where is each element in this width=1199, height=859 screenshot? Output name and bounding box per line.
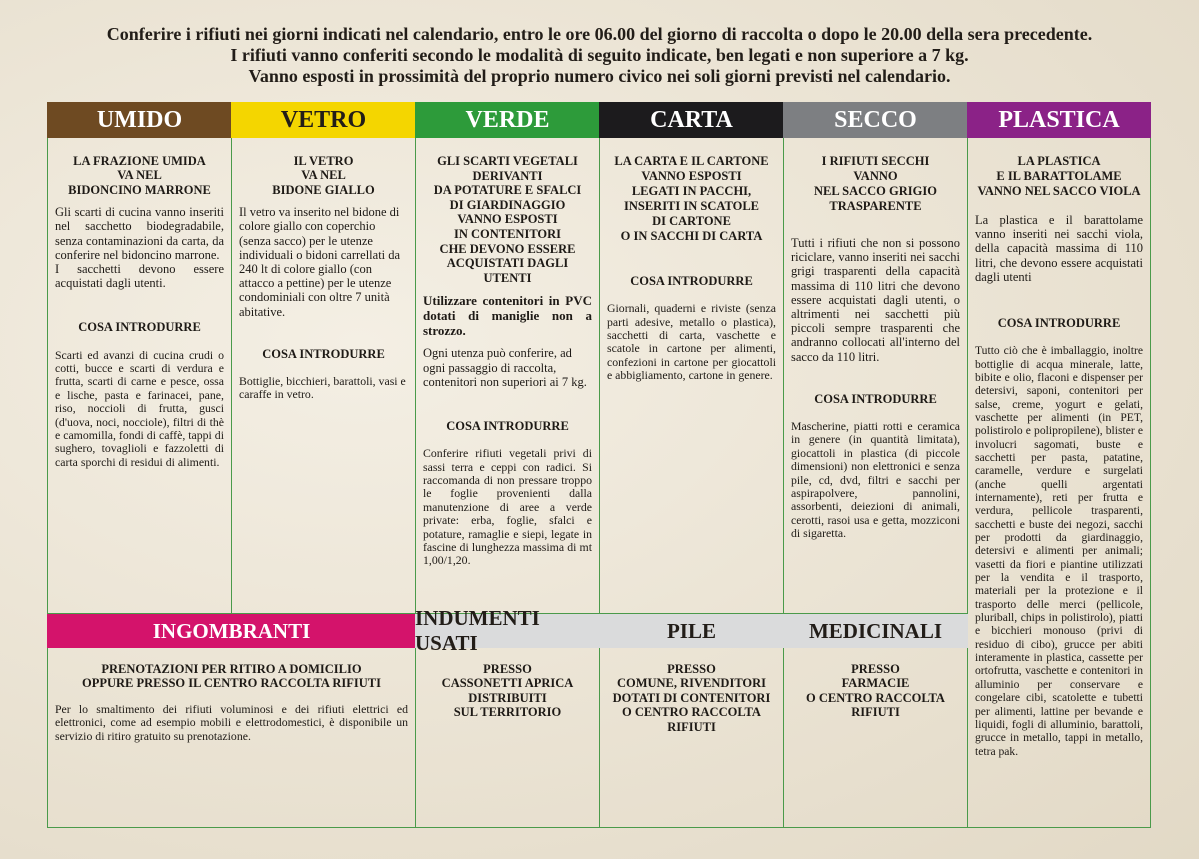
header-indumenti-usati <box>415 606 600 655</box>
text-umido: Gli scarti di cucina vanno inseriti nel sacchetto biodegradabile, senza contaminazioni da carta, da conferire nel bidoncino marrone. I sacchetti devono essere acquistati dagli utenti. <box>55 205 224 291</box>
title-plastica: PLASTICA <box>998 106 1120 133</box>
subtitle-verde: GLI SCARTI VEGETALI DERIVANTI DA POTATURE E SFALCI DI GIARDINAGGIO VANNO ESPOSTI IN CONTENITORI CHE DEVONO ESSERE ACQUISTATI DAGLI UTENTI <box>433 154 582 285</box>
body-ingombranti <box>47 648 416 743</box>
title-verde: VERDE <box>465 106 550 133</box>
items-umido: Scarti ed avanzi di cucina crudi o cotti, bucce e scarti di verdura e frutta, scarti di carne e pesce, ossa e lische, pasta e farinacei, pane, riso, noccioli di frutta, gusci (d'uova, noci, nocciole), filtri di thè e camomilla, fondi di caffè, tappi di sughero, tovaglioli e fazzoletti di carta sporchi di residui di alimenti. <box>55 347 224 469</box>
intro-line-3: Vanno esposti in prossimità del proprio numero civico nei soli giorni previsti nel calendario. <box>248 66 951 86</box>
items-verde: Conferire rifiuti vegetali privi di sassi terra e ceppi con radici. Si raccomanda di non pressare troppo le foglie provenienti dalla manutenzione di aree a verde private: erba, foglie, sfalci e potature, ramaglie e siepi, legate in fascine di lunghezza massima di mt 1,00/1,20. <box>423 446 592 568</box>
intro-text <box>0 24 1199 87</box>
intro-line-2: I rifiuti vanno conferiti secondo le modalità di seguito indicate, ben legati e non superiore a 7 kg. <box>230 45 969 65</box>
header-ingombranti <box>47 614 416 648</box>
waste-grid <box>47 102 1151 828</box>
body-vetro <box>231 138 416 402</box>
body-secco <box>783 138 968 541</box>
title-pile: PILE <box>666 618 716 643</box>
text-verde: Ogni utenza può conferire, ad ogni passaggio di raccolta, contenitori non superiori ai 7 kg. <box>423 346 587 389</box>
body-umido <box>47 138 232 469</box>
header-carta <box>599 102 784 138</box>
cosa-introdurre-vetro: COSA INTRODURRE <box>262 346 385 361</box>
subtitle-umido: LA FRAZIONE UMIDA VA NEL BIDONCINO MARRONE <box>68 154 211 197</box>
cosa-introdurre-carta: COSA INTRODURRE <box>630 274 753 288</box>
body-carta <box>599 138 784 383</box>
header-plastica <box>967 102 1151 138</box>
items-vetro: Bottiglie, bicchieri, barattoli, vasi e caraffe in vetro. <box>239 374 406 402</box>
header-secco <box>783 102 968 138</box>
header-medicinali <box>783 614 968 648</box>
cosa-introdurre-verde: COSA INTRODURRE <box>446 418 569 433</box>
bottom-row <box>47 606 968 828</box>
bold-text-verde: Utilizzare contenitori in PVC dotati di maniglie non a strozzo. <box>423 293 592 339</box>
title-vetro: VETRO <box>280 106 367 133</box>
text-ingombranti: Per lo smaltimento dei rifiuti voluminosi e dei rifiuti elettrici ed elettronici, come ad esempio mobili e elettrodomestici, è disponibile un servizio di ritiro gratuito su prenotazione. <box>55 701 408 743</box>
subtitle-pile: PRESSO COMUNE, RIVENDITORI DOTATI DI CONTENITORI O CENTRO RACCOLTA RIFIUTI <box>612 662 771 734</box>
subtitle-ingombranti: PRENOTAZIONI PER RITIRO A DOMICILIO OPPURE PRESSO IL CENTRO RACCOLTA RIFIUTI <box>81 662 382 691</box>
header-vetro <box>231 102 416 138</box>
cosa-introdurre-plastica: COSA INTRODURRE <box>997 316 1121 331</box>
title-secco: SECCO <box>834 106 917 133</box>
text-vetro: Il vetro va inserito nel bidone di colore giallo con coperchio (senza sacco) per le utenze individuali o bidoni carrellati da 240 lt di colore giallo (con attacco a pettine) per le utenze condominiali con oltre 7 unità abitative. <box>239 205 401 319</box>
title-ingombranti: INGOMBRANTI <box>152 618 311 643</box>
text-plastica: La plastica e il barattolame vanno inseriti nei sacchi viola, della capacità massima di 110 litri, che devono essere acquistati dagli utenti <box>975 213 1143 284</box>
intro-line-1: Conferire i rifiuti nei giorni indicati nel calendario, entro le ore 06.00 del giorno di raccolta o dopo le 20.00 della sera precedente. <box>106 24 1093 44</box>
subtitle-secco: I RIFIUTI SECCHI VANNO NEL SACCO GRIGIO TRASPARENTE <box>814 154 937 213</box>
body-medicinali <box>783 648 968 720</box>
subtitle-carta: LA CARTA E IL CARTONE VANNO ESPOSTI LEGATI IN PACCHI, INSERITI IN SCATOLE DI CARTONE O IN SACCHI DI CARTA <box>614 154 769 243</box>
title-indumenti-usati: INDUMENTI USATI <box>415 606 540 655</box>
subtitle-plastica: LA PLASTICA E IL BARATTOLAME VANNO NEL SACCO VIOLA <box>977 154 1141 198</box>
body-verde <box>415 138 600 568</box>
subtitle-indumenti-usati: PRESSO CASSONETTI APRICA DISTRIBUITI SUL TERRITORIO <box>441 662 574 720</box>
body-plastica <box>967 138 1151 758</box>
cosa-introdurre-secco: COSA INTRODURRE <box>814 391 937 406</box>
body-indumenti-usati <box>415 648 600 720</box>
items-secco: Mascherine, piatti rotti e ceramica in genere (in quantità limitata), giocattoli in plastica (di piccole dimensioni) non elettronici e senza pile, cd, dvd, filtri e sacchi per aspirapolvere, pannolini, assorbenti, deiezioni di animali, cerotti, rasoi usa e getta, mozziconi di sigaretta. <box>791 419 960 541</box>
title-umido: UMIDO <box>96 106 183 133</box>
header-verde <box>415 102 600 138</box>
cosa-introdurre-umido: COSA INTRODURRE <box>78 320 201 335</box>
subtitle-vetro: IL VETRO VA NEL BIDONE GIALLO <box>272 154 375 197</box>
title-medicinali: MEDICINALI <box>808 618 942 643</box>
text-secco: Tutti i rifiuti che non si possono riciclare, vanno inseriti nei sacchi grigi trasparenti della capacità massima di 110 litri che devono essere acquistati dagli utenti, o altrimenti nei sacchetti più piccoli sempre trasparenti che andranno collocati all'interno del sacco da 110 litri. <box>791 236 960 364</box>
subtitle-medicinali: PRESSO FARMACIE O CENTRO RACCOLTA RIFIUTI <box>806 662 945 720</box>
body-pile <box>599 648 784 734</box>
header-pile <box>599 614 784 648</box>
header-umido <box>47 102 232 138</box>
title-carta: CARTA <box>650 106 733 133</box>
items-carta: Giornali, quaderni e riviste (senza parti adesive, metallo o plastica), sacchetti di carta, vaschette e scatole in cartone per alimenti, confezioni in cartone per giocattoli e abbigliamento, cartone in genere. <box>607 301 776 383</box>
items-plastica: Tutto ciò che è imballaggio, inoltre bottiglie di acqua minerale, latte, bibite e olio, flaconi e dispenser per detersivi, saponi, contenitori per salse, creme, yogurt e gelati, vaschette per alimenti (in PET, polistirolo e polipropilene), blister e involucri sagomati, buste e sacchetti per pasta, patatine, caramelle, verdure e surgelati (anche quelli argentati internamente), reti per frutta e verdura, pellicole trasparenti, sacchetti e buste dei negozi, sacchi per prodotti da giardinaggio, detersivi e alimenti per animali; vasetti da fiori e piantine utilizzati per la vendita e il trasporto, materiali per la protezione e il trasporto delle merci (pellicole, pluriball, chips in polistirolo), piatti e bicchieri monouso (privi di residuo di cibo), grucce per abiti interamente in plastica, cassette per ortofrutta, vaschette e contenitori in alluminio per conservare e congelare cibi, scatolette e tubetti per alimenti, lattine per bevande e liquidi, fogli di alluminio, barattoli, grucce in metallo, tappi in metallo, tetra pak. <box>975 344 1143 758</box>
